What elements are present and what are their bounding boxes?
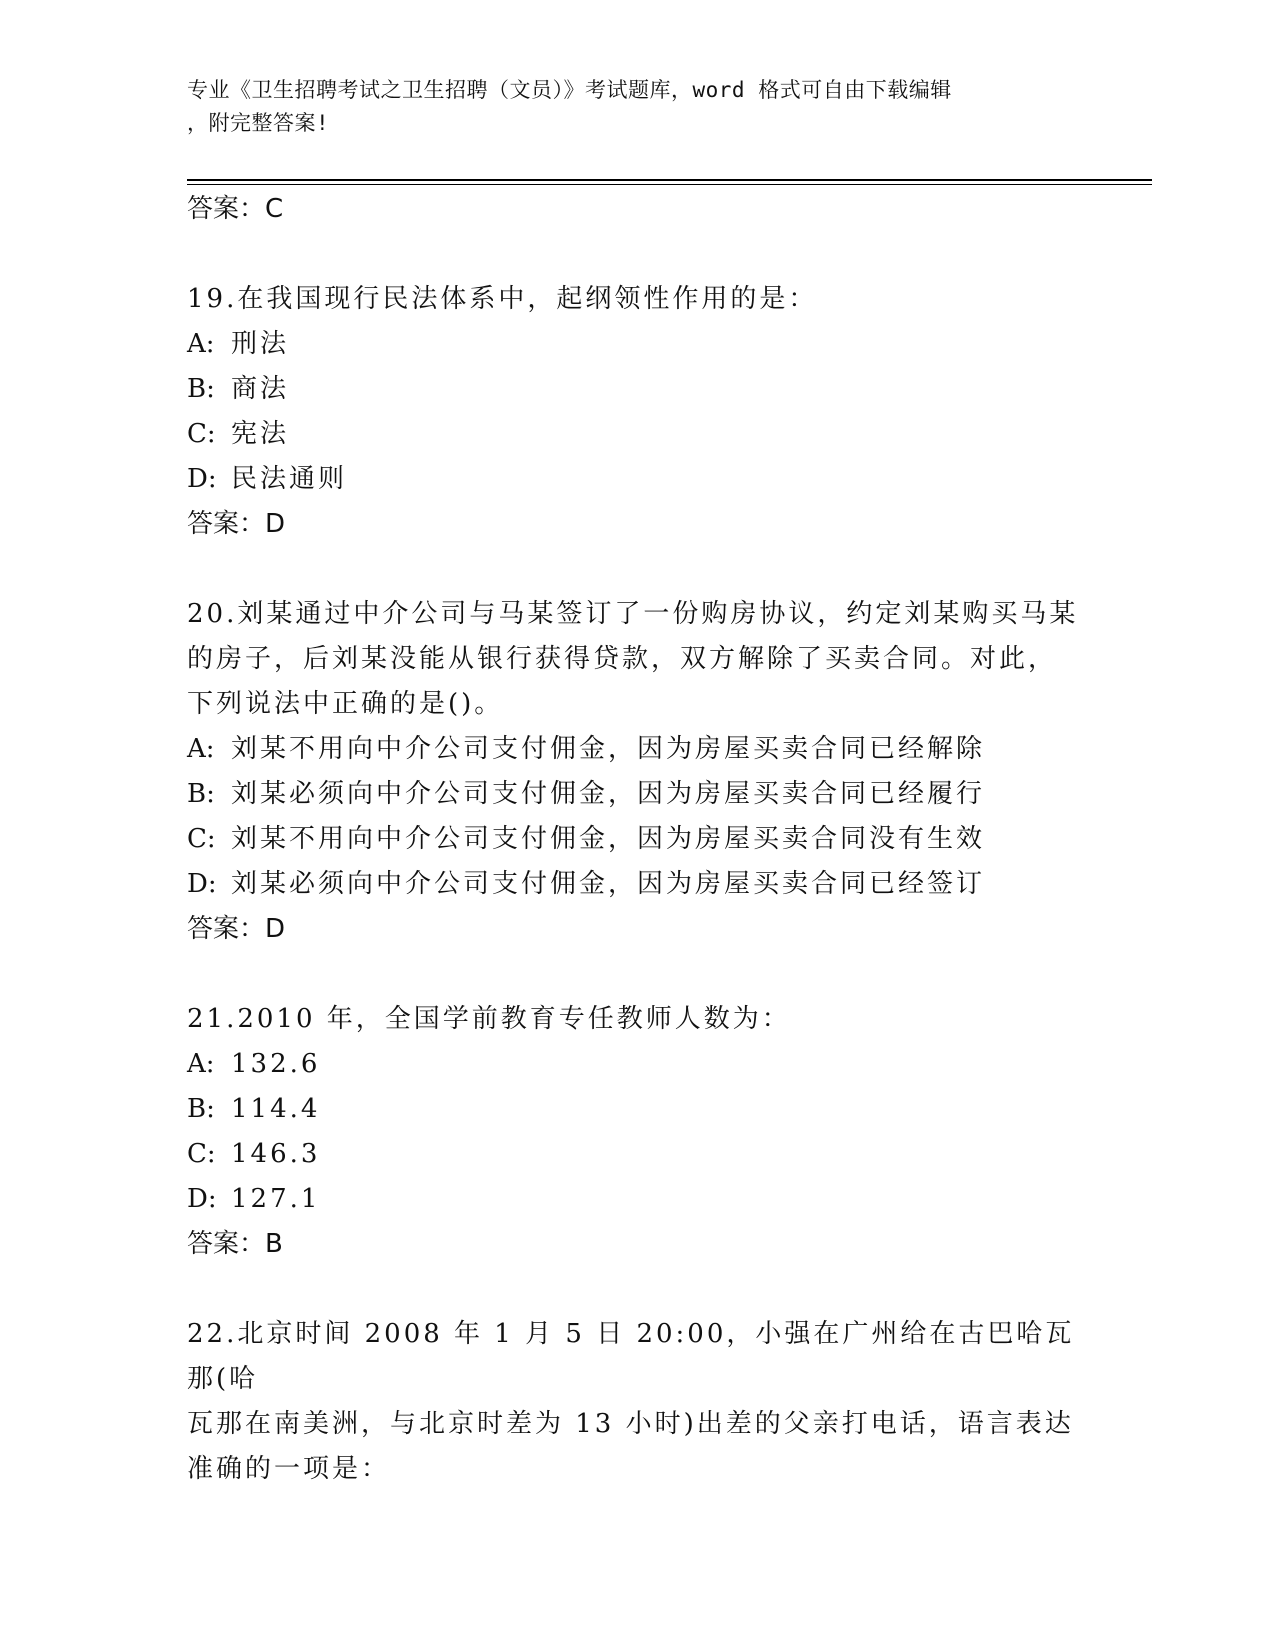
option-b xyxy=(187,367,1087,412)
question-text-line: 20.刘某通过中介公司与马某签订了一份购房协议，约定刘某购买马某 xyxy=(187,599,1079,629)
question-block xyxy=(187,277,1087,546)
option-a xyxy=(187,1042,1087,1087)
option-c xyxy=(187,412,1087,457)
option-letter: B: xyxy=(187,1094,215,1124)
option-d xyxy=(187,862,1087,907)
option-a xyxy=(187,727,1087,772)
option-letter: B: xyxy=(187,374,215,404)
answer-line: 答案：D xyxy=(187,914,286,944)
option-letter: A: xyxy=(187,734,215,764)
option-text: 刑法 xyxy=(231,329,290,359)
option-letter: A: xyxy=(187,1049,215,1079)
option-text: 146.3 xyxy=(231,1139,321,1169)
header-divider-thick xyxy=(187,179,1152,181)
option-text: 刘某不用向中介公司支付佣金，因为房屋买卖合同没有生效 xyxy=(231,824,986,854)
option-text: 宪法 xyxy=(231,419,290,449)
header-line-1: 专业《卫生招聘考试之卫生招聘（文员）》考试题库，word 格式可自由下载编辑 xyxy=(187,78,952,102)
question-text-line: 准确的一项是： xyxy=(187,1454,391,1484)
option-a xyxy=(187,322,1087,367)
header-divider-thin xyxy=(187,184,1152,185)
question-block xyxy=(187,997,1087,1266)
answer-line: 答案：D xyxy=(187,509,286,539)
option-text: 刘某必须向中介公司支付佣金，因为房屋买卖合同已经履行 xyxy=(231,779,986,809)
question-text-line: 瓦那在南美洲，与北京时差为 13 小时)出差的父亲打电话，语言表达 xyxy=(187,1409,1074,1439)
option-text: 商法 xyxy=(231,374,290,404)
question-text-line: 下列说法中正确的是()。 xyxy=(187,689,504,719)
option-b xyxy=(187,1087,1087,1132)
header-line-2: ，附完整答案! xyxy=(187,111,330,135)
question-block xyxy=(187,1312,1087,1492)
option-text: 刘某不用向中介公司支付佣金，因为房屋买卖合同已经解除 xyxy=(231,734,986,764)
document-body xyxy=(187,187,1087,1492)
question-text: 19.在我国现行民法体系中，起纲领性作用的是： xyxy=(187,284,818,314)
option-text: 民法通则 xyxy=(231,464,348,494)
option-text: 132.6 xyxy=(231,1049,321,1079)
document-header xyxy=(187,74,1087,140)
option-letter: C: xyxy=(187,1139,216,1169)
answer-line: 答案：B xyxy=(187,1229,283,1259)
option-d xyxy=(187,1177,1087,1222)
question-text: 21.2010 年，全国学前教育专任教师人数为： xyxy=(187,1004,791,1034)
answer-line: 答案：C xyxy=(187,194,284,224)
option-b xyxy=(187,772,1087,817)
option-letter: D: xyxy=(187,464,217,494)
option-letter: B: xyxy=(187,779,215,809)
option-c xyxy=(187,1132,1087,1177)
option-letter: C: xyxy=(187,419,216,449)
option-letter: A: xyxy=(187,329,215,359)
question-block xyxy=(187,592,1087,951)
question-text-line: 的房子，后刘某没能从银行获得贷款，双方解除了买卖合同。对此， xyxy=(187,644,1058,674)
option-text: 刘某必须向中介公司支付佣金，因为房屋买卖合同已经签订 xyxy=(231,869,986,899)
option-letter: D: xyxy=(187,1184,217,1214)
option-c xyxy=(187,817,1087,862)
question-text-line: 22.北京时间 2008 年 1 月 5 日 20:00，小强在广州给在古巴哈瓦那(哈 xyxy=(187,1319,1075,1394)
option-text: 127.1 xyxy=(231,1184,321,1214)
option-letter: D: xyxy=(187,869,217,899)
option-text: 114.4 xyxy=(231,1094,321,1124)
option-d xyxy=(187,457,1087,502)
option-letter: C: xyxy=(187,824,216,854)
